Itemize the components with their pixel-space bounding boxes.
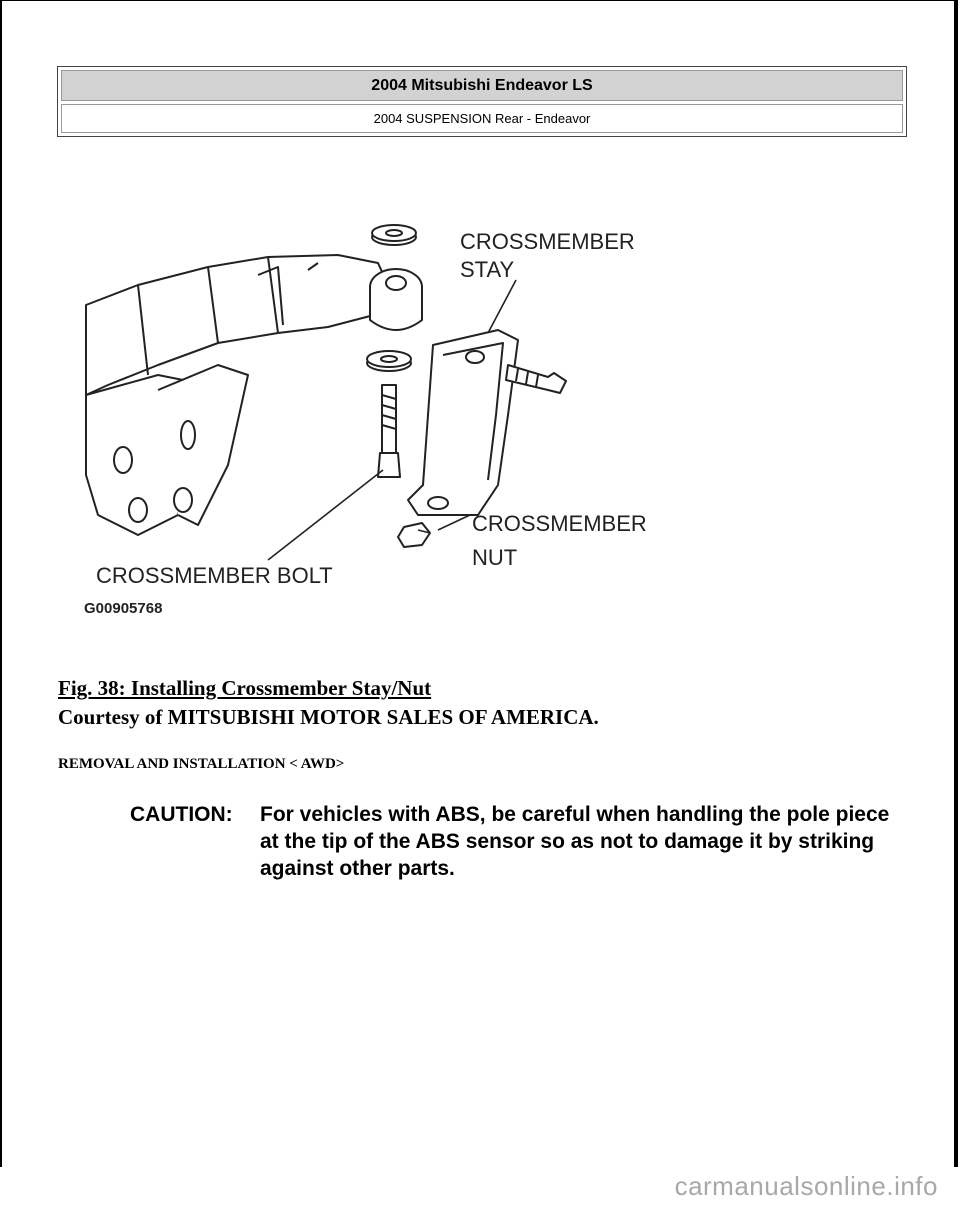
figure-courtesy: Courtesy of MITSUBISHI MOTOR SALES OF AMERICA.	[58, 705, 599, 729]
caution-note	[130, 801, 920, 882]
side-bolt	[506, 365, 566, 393]
label-crossmember-bolt: CROSSMEMBER BOLT	[96, 563, 333, 588]
vehicle-title: 2004 Mitsubishi Endeavor LS	[61, 70, 903, 101]
section-heading: REMOVAL AND INSTALLATION < AWD>	[58, 756, 345, 772]
figure-caption: Fig. 38: Installing Crossmember Stay/Nut	[58, 676, 432, 700]
diagram-illustration	[78, 215, 718, 630]
crossmember-diagram	[78, 215, 718, 630]
label-crossmember-stay-2: STAY	[460, 257, 515, 282]
nut-leader-line	[438, 515, 470, 530]
label-crossmember-nut-2: NUT	[472, 545, 518, 570]
figure-code: G00905768	[84, 600, 163, 617]
bolt-leader-line	[268, 470, 383, 560]
section-subtitle: 2004 SUSPENSION Rear - Endeavor	[61, 104, 903, 133]
caution-label: CAUTION:	[130, 803, 233, 826]
label-crossmember-nut-1: CROSSMEMBER	[472, 511, 647, 536]
crossmember-nut-shape	[398, 523, 430, 547]
site-watermark: carmanualsonline.info	[674, 1170, 938, 1201]
caution-text: For vehicles with ABS, be careful when handling the pole piece at the tip of the ABS sensor so as not to damage it by striking against other parts.	[260, 803, 890, 880]
stay-leader-line	[488, 280, 516, 333]
label-crossmember-stay-1: CROSSMEMBER	[460, 229, 635, 254]
document-header	[57, 66, 907, 137]
